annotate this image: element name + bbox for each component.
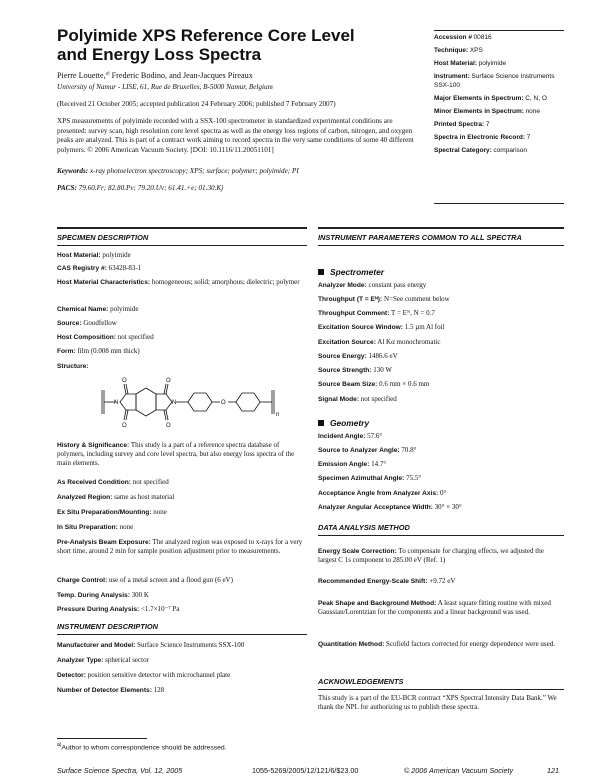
footnote-rule [57,738,147,739]
svg-text:O: O [221,400,226,406]
footer-journal: Surface Science Spectra, Vol. 12, 2005 [57,766,183,775]
sidebox-label: Minor Elements in Spectrum: [434,107,524,115]
pacs-value: 79.60.Fr; 82.80.Pv; 79.20.Uv; 61.41.+e; 01.30.Kj [78,184,224,192]
sidebox-value: C, N, O [525,94,547,102]
sidebox-value: polyimide [478,60,507,67]
field-charge-control: Charge Control: use of a metal screen and a flood gun (6 eV) [57,576,233,584]
affiliation: University of Namur - LISE, 61, Rue de Bruxelles, B-5000 Namur, Belgium [57,83,273,91]
params-heading: INSTRUMENT PARAMETERS COMMON TO ALL SPECTRA [318,233,522,242]
svg-text:O: O [166,378,171,384]
footer-code: 1055-5269/2005/12/121/6/$23.00 [252,766,359,775]
sidebox-row [434,60,564,69]
acknowledgements-rule [318,689,564,690]
sidebox-label: Host Material: [434,60,477,67]
summary-sidebox [434,34,564,160]
polyimide-structure-diagram [100,372,290,430]
sidebox-label: Printed Spectra: [434,120,485,128]
field-source: Source: Goodfellow [57,319,117,327]
keywords-value: x-ray photoelectron spectroscopy; XPS; surface; polymer; polyimide; PI [89,167,299,175]
keywords-label: Keywords: [57,167,89,175]
received-dates: (Received 21 October 2005; accepted publication 24 February 2006; published 7 February 2007) [57,100,336,108]
abstract: XPS measurements of polyimide recorded with a SSX-100 spectrometer in standardized experimental conditions are presented: survey scan, high resolution core level spectra as well as the energy loss regions of carbon, nitrogen, and oxygen peaks are analyzed. This is part of a contract work aiming to record spectra in the very same conditions of some 40 different polymers. © 2006 American Vacuum Society. [DOI: 10.1116/11.20051101] [57,117,414,154]
field-beam-size: Source Beam Size: 0.6 mm × 0.6 mm [318,380,430,388]
field-characteristics: Host Material Characteristics: homogeneous; solid; amorphous; dielectric; polymer [57,278,300,286]
field-manufacturer: Manufacturer and Model: Surface Science Instruments SSX-100 [57,641,245,649]
sidebox-row [434,147,564,156]
data-analysis-heading: DATA ANALYSIS METHOD [318,523,410,532]
field-angular-acceptance: Analyzer Angular Acceptance Width: 30° × 30° [318,503,462,511]
sidebox-value: Surface Science Instruments SSX-100 [434,73,555,89]
field-emission: Emission Angle: 14.7° [318,460,387,468]
sidebox-bottom-rule [434,203,564,204]
sidebox-label: Spectra in Electronic Record: [434,133,526,141]
sidebox-value: XPS [469,47,483,54]
field-acceptance: Acceptance Angle from Analyzer Axis: 0° [318,489,447,497]
sidebox-label: Major Elements in Spectrum: [434,94,524,102]
data-analysis-rule [318,535,564,536]
field-strength: Source Strength: 130 W [318,366,392,374]
field-chemical-name: Chemical Name: polyimide [57,305,139,313]
svg-text:O: O [122,378,127,384]
sidebox-label: Accession # [434,34,472,41]
svg-text:N: N [114,400,119,406]
sidebox-row [434,47,564,56]
field-signal-mode: Signal Mode: not specified [318,395,397,403]
square-bullet-icon [318,420,324,426]
params-subrule [318,245,564,246]
geometry-heading: Geometry [318,418,369,428]
page-title: Polyimide XPS Reference Core Level and Energy Loss Spectra [57,26,355,64]
field-throughput: Throughput (T = Eᴺ): N=See comment below [318,295,450,303]
field-peak-shape: Peak Shape and Background Method: A least square fitting routine with mixed Gaussian/Lorentzian for the components and a linear background was used. [318,599,551,616]
field-temp: Temp. During Analysis: 300 K [57,591,149,599]
acknowledgements-text: This study is a part of the EU-BCR contract “XPS Spectral Intensity Data Bank.” We thank the NPL for authorizing us to publish these spectra. [318,694,557,711]
sidebox-row [434,134,564,143]
params-rule [318,227,564,229]
sidebox-label: Instrument: [434,73,470,80]
sidebox-value: comparison [493,146,528,154]
field-throughput-comment: Throughput Comment: T = Eᴺ, N = 0.7 [318,309,435,317]
field-host-material: Host Material: polyimide [57,251,131,259]
sidebox-value: 00816 [473,34,492,41]
sidebox-row [434,34,564,43]
pacs-label: PACS: [57,184,77,192]
sidebox-row [434,95,564,104]
keywords [57,167,299,175]
acknowledgements-heading: ACKNOWLEDGEMENTS [318,677,404,686]
field-form: Form: film (0.008 mm thick) [57,347,140,355]
field-cas: CAS Registry #: 63428-83-1 [57,264,142,272]
field-energy: Source Energy: 1486.6 eV [318,352,398,360]
field-pre-analysis: Pre-Analysis Beam Exposure: The analyzed region was exposed to x-rays for a very short time, around 2 min for sample position adjustment prior to measurements. [57,538,303,555]
field-as-received: As Received Condition: not specified [57,478,169,486]
sidebox-row [434,108,564,117]
svg-text:n: n [276,412,280,418]
field-detector: Detector: position sensitive detector with microchannel plate [57,671,231,679]
specimen-heading: SPECIMEN DESCRIPTION [57,233,149,242]
specimen-subrule [57,245,307,246]
specimen-rule [57,227,307,229]
spectrometer-heading: Spectrometer [318,267,384,277]
field-azimuthal: Specimen Azimuthal Angle: 75.5° [318,474,422,482]
field-structure: Structure: [57,363,89,370]
sidebox-value: 7 [526,133,531,141]
field-analyzer-mode: Analyzer Mode: constant pass energy [318,281,427,289]
field-excitation: Excitation Source: Al Kα monochromatic [318,338,441,346]
field-energy-shift: Recommended Energy-Scale Shift: +9.72 eV [318,577,456,585]
square-bullet-icon [318,269,324,275]
field-pressure: Pressure During Analysis: <1.7×10⁻⁷ Pa [57,605,180,613]
field-source-to-analyzer: Source to Analyzer Angle: 70.8° [318,446,417,454]
field-history: History & Significance: This study is a part of a reference spectra database of polymers, including survey and core level spectra, but also energy loss spectra of the main elements. [57,441,295,467]
sidebox-label: Technique: [434,47,469,54]
field-ex-situ: Ex Situ Preparation/Mounting: none [57,508,167,516]
sidebox-value: none [525,107,541,115]
svg-text:O: O [166,423,171,429]
svg-text:N: N [172,400,177,406]
svg-text:O: O [122,423,127,429]
sidebox-row [434,121,564,130]
field-analyzed-region: Analyzed Region: same as host material [57,493,175,501]
field-energy-scale: Energy Scale Correction: To compensate for charging effects, we adjusted the largest C 1s component to 285.00 eV (Ref. 1) [318,547,544,564]
authors: Pierre Louette,$^{a)}$ Frederic Bodino, and Jean-Jacques Pireaux [57,71,253,80]
pacs [57,184,223,192]
field-num-detectors: Number of Detector Elements: 128 [57,686,165,694]
field-quantitation: Quantitation Method: Scofield factors corrected for energy dependence were used. [318,640,556,648]
footer-copyright: © 2006 American Vacuum Society [404,766,514,775]
field-in-situ: In Situ Preparation: none [57,523,134,531]
instrument-heading: INSTRUMENT DESCRIPTION [57,622,159,631]
instrument-rule [57,634,307,635]
sidebox-label: Spectral Category: [434,146,492,154]
sidebox-value: 7 [485,120,490,128]
footer-page-number: 121 [547,766,559,775]
sidebox-row [434,73,564,90]
field-incident: Incident Angle: 57.6° [318,432,383,440]
field-analyzer-type: Analyzer Type: spherical sector [57,656,149,664]
sidebox-top-rule [434,30,564,31]
field-composition: Host Composition: not specified [57,333,154,341]
field-window: Excitation Source Window: 1.5 µm Al foil [318,323,445,331]
footnote: $^{a)}$Author to whom correspondence should be addressed. [57,742,227,752]
